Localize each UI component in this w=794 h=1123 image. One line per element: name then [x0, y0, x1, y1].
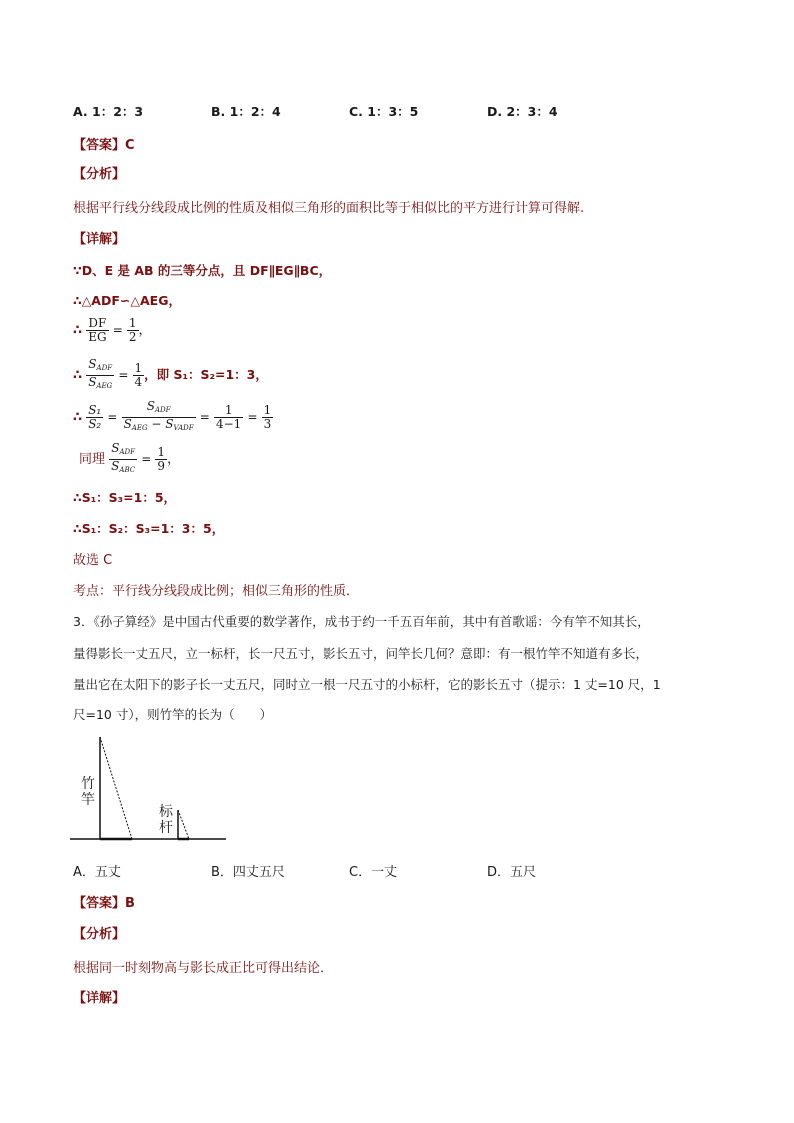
pole-label-2: 竿: [81, 792, 95, 808]
detail-tag: 【详解】: [73, 232, 126, 247]
answer-value: B: [125, 896, 135, 911]
analysis-text: 根据平行线分线段成比例的性质及相似三角形的面积比等于相似比的平方进行计算可得解.: [73, 201, 585, 216]
fraction-sadf-sabc: $\frac{S_{ADF}}{S_{ABC}}$: [111, 441, 136, 474]
fraction-one-third: $\frac{1}{3}$: [263, 403, 272, 431]
answer-tag: 【答案】: [73, 896, 126, 911]
step-5: ∴ $\frac{\text{S₁}}{\text{S₂}}$ = $\frac{S_{ADF}}{S_{AEG} - S_{VADF}}$ = $\frac{1}{4-1}$ = $\frac{1}{3}$: [73, 400, 273, 435]
answer-value: C: [125, 138, 135, 153]
pole-sun-ray: [100, 737, 132, 839]
q2-option-d: D. 2：3：4: [487, 104, 558, 119]
step-6: 同理 $\frac{S_{ADF}}{S_{ABC}}$ = $\frac{1}{9}$ ，: [73, 442, 180, 477]
q3-stem-line-2: 量得影长一丈五尺，立一标杆，长一尺五寸，影长五寸，问竿长几何？意即：有一根竹竿不知道有多长，: [73, 646, 649, 661]
stick-label-1: 标: [159, 804, 173, 820]
q3-option-c: C．一丈: [349, 865, 398, 880]
q2-answer: [73, 134, 135, 153]
q3-option-d: D．五尺: [487, 865, 537, 880]
therefore-symbol: ∴: [73, 323, 83, 338]
stick-label-2: 杆: [159, 820, 173, 836]
q3-analysis-text: 根据同一时刻物高与影长成正比可得出结论．: [73, 961, 334, 976]
fraction-df-eg: $\frac{DF}{EG}$: [88, 316, 107, 344]
q2-option-b: B. 1：2：4: [211, 104, 281, 119]
q2-option-c: C. 1：3：5: [349, 104, 419, 119]
q3-detail-tag: 【详解】: [73, 991, 126, 1006]
pole-label-1: 竹: [81, 776, 95, 792]
q3-answer: [73, 892, 135, 911]
q3-option-b: B．四丈五尺: [211, 865, 285, 880]
fraction-one-half: $\frac{1}{2}$: [128, 316, 137, 344]
step-3: ∴ $\frac{DF}{EG}$ = $\frac{1}{2}$ ，: [73, 316, 152, 344]
q3-stem-line-4: 尺=10 寸），则竹竿的长为（ ）: [73, 707, 273, 722]
q3-stem-line-3: 量出它在太阳下的影子长一丈五尺，同时立一根一尺五寸的小标杆，它的影长五寸（提示：1 丈=10 尺，1: [73, 677, 661, 692]
q3-option-a: A．五丈: [73, 865, 121, 880]
stick-sun-ray: [178, 810, 189, 839]
fraction-one-over-four-minus-one: $\frac{1}{4-1}$: [215, 403, 242, 431]
fraction-sadf-saeg: $\frac{S_{ADF}}{S_{AEG}}$: [88, 357, 113, 390]
fraction-one-ninth: $\frac{1}{9}$: [157, 445, 166, 473]
step-2: ∴△ADF∽△AEG，: [73, 293, 181, 308]
step-7: ∴S₁：S₃=1：5，: [73, 490, 177, 505]
step-8: ∴S₁：S₂：S₃=1：3：5，: [73, 521, 225, 536]
answer-tag: 【答案】: [73, 138, 126, 153]
step-4: ∴ $\frac{S_{ADF}}{S_{AEG}}$ = $\frac{1}{4}$ ，即 S₁：S₂=1：3，: [73, 358, 268, 393]
q3-analysis-tag: 【分析】: [73, 927, 126, 942]
conclusion: 故选 C: [73, 553, 113, 568]
q3-stem-line-1: 3．《孙子算经》是中国古代重要的数学著作，成书于约一千五百年前，其中有首歌谣：今有竿不知其长，: [73, 614, 650, 629]
q2-option-a: A. 1：2：3: [73, 104, 144, 119]
pole-shadow-figure: [70, 732, 230, 847]
step-1: ∵D、E 是 AB 的三等分点，且 DF∥EG∥BC，: [73, 263, 332, 278]
fraction-difference: $\frac{S_{ADF}}{S_{AEG} - S_{VADF}}$: [123, 399, 194, 432]
fraction-s1-s2: $\frac{\text{S₁}}{\text{S₂}}$: [88, 403, 102, 431]
analysis-tag: 【分析】: [73, 167, 126, 182]
kaodian: 考点：平行线分线段成比例；相似三角形的性质．: [73, 584, 360, 599]
fraction-one-quarter: $\frac{1}{4}$: [134, 361, 143, 389]
